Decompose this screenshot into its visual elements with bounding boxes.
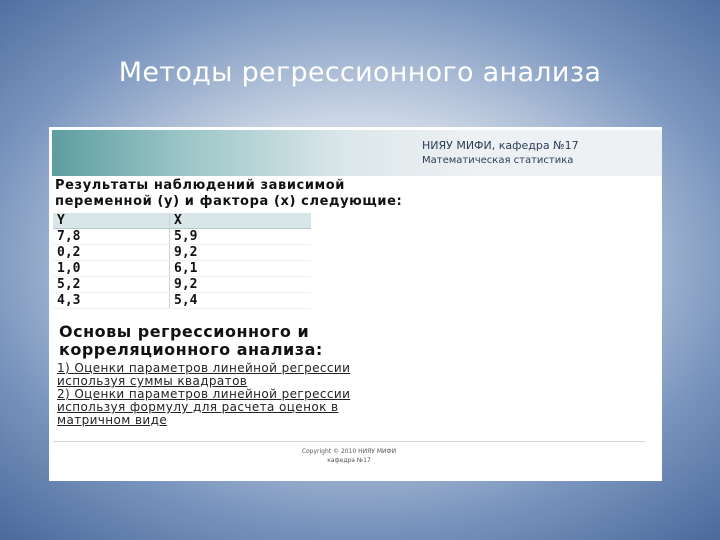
table-row (53, 261, 311, 277)
cell-x: 6,1 (170, 261, 312, 277)
link-least-squares[interactable]: 1) Оценки параметров линейной регрессии (57, 361, 351, 375)
link-matrix-form[interactable]: 2) Оценки параметров линейной регрессии (57, 387, 351, 401)
cell-y: 5,2 (53, 277, 170, 293)
links-list (57, 362, 477, 427)
cell-y: 0,2 (53, 245, 170, 261)
cell-y: 7,8 (53, 229, 170, 245)
cell-x: 9,2 (170, 245, 312, 261)
link-matrix-form-cont[interactable]: используя формулу для расчета оценок в (57, 400, 339, 414)
table-row (53, 245, 311, 261)
intro-text (55, 178, 555, 210)
document-header (52, 130, 662, 176)
section-heading-line-1: Основы регрессионного и (59, 322, 310, 341)
column-header-y: Y (53, 213, 170, 229)
table-row (53, 277, 311, 293)
intro-line-1: Результаты наблюдений зависимой (55, 178, 346, 193)
table-row (53, 229, 311, 245)
table-header-row (53, 213, 311, 229)
link-least-squares-cont[interactable]: используя суммы квадратов (57, 374, 248, 388)
slide-title: Методы регрессионного анализа (118, 57, 602, 88)
section-heading (59, 323, 479, 359)
column-header-x: X (170, 213, 312, 229)
header-subject: Математическая статистика (422, 155, 574, 166)
copyright (269, 447, 429, 465)
embedded-document (49, 127, 662, 481)
cell-x: 5,4 (170, 293, 312, 309)
cell-x: 9,2 (170, 277, 312, 293)
observations-table (53, 213, 311, 309)
cell-x: 5,9 (170, 229, 312, 245)
copyright-line-1: Copyright © 2010 НИЯУ МИФИ (301, 448, 397, 455)
cell-y: 1,0 (53, 261, 170, 277)
footer-divider (53, 441, 645, 442)
header-organization: НИЯУ МИФИ, кафедра №17 (422, 139, 579, 152)
intro-line-2: переменной (y) и фактора (x) следующие: (55, 194, 403, 209)
cell-y: 4,3 (53, 293, 170, 309)
link-matrix-form-end[interactable]: матричном виде (57, 413, 168, 427)
table-row (53, 293, 311, 309)
section-heading-line-2: корреляционного анализа: (59, 340, 323, 359)
copyright-line-2: кафедра №17 (327, 457, 371, 464)
